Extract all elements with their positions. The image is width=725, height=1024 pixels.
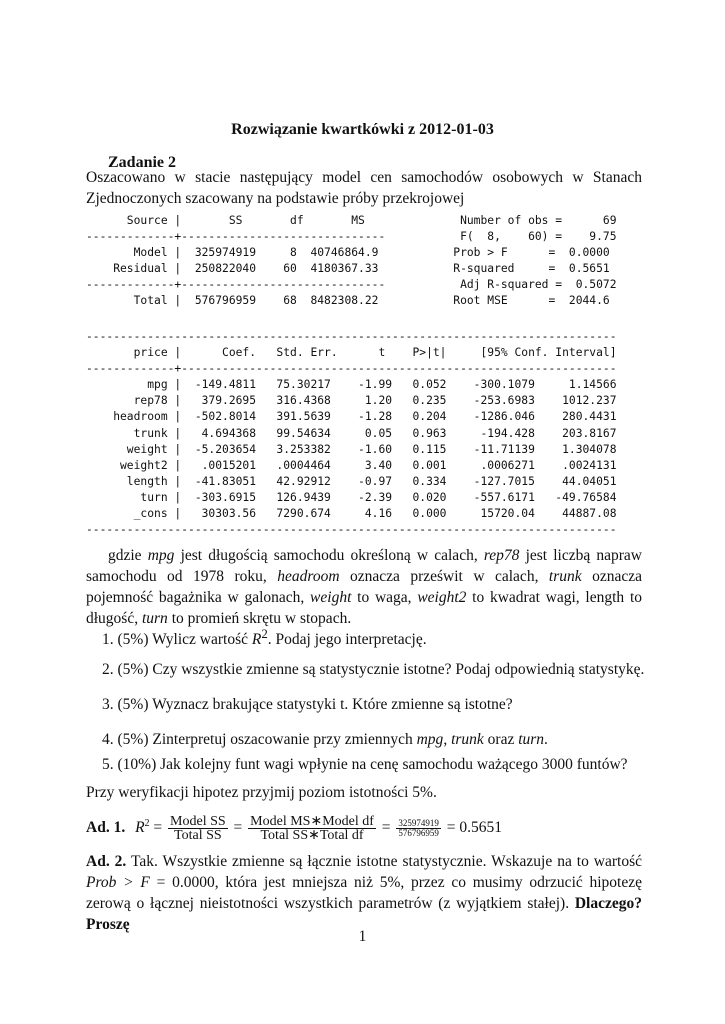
page-number: 1 xyxy=(358,928,367,945)
anova-table: Source | SS df MS Number of obs = 69 -------------+------------------------------ F( 8, 60) = 9.75 Model | 325974919 8 40746864.9 Prob > F = 0.0000 Residual | 250822040 60 4180367.33 R-squared = 0.5651 -------------+------------------------------ Adj R-squared = 0.5072 Total | 576796959 68 8482308.22 Root MSE = 2044.6 xyxy=(86,214,617,308)
answer-2: Ad. 2. Tak. Wszystkie zmienne są łącznie istotne statystycznie. Wskazuje na to wartość Prob > F = 0.0000, która jest mniejsza niż 5%, przez co musimy odrzucić hipotezę zerową o łącznej nieistotności wszystkich parametrów (z wyjątkiem stałej). Dlaczego? Proszę xyxy=(86,853,642,933)
question-item: 2. (5%) Czy wszystkie zmienne są statystycznie istotne? Podaj odpowiednią statystykę. xyxy=(102,661,645,678)
section-heading: Zadanie 2 xyxy=(108,154,177,171)
fraction: $\frac{\text{Model SS}}{\text{Total SS}}$ xyxy=(170,814,226,844)
significance-note: Przy weryfikacji hipotez przyjmij poziom istotności 5%. xyxy=(86,784,437,801)
coefficient-table: ------------------------------------------------------------------------------ price | Coef. Std. Err. t P>|t| [95% Conf. Interval] -------------+---------------------------------------------------------------- mpg | -149.4811 75.30217 -1.99 0.052 -300.1079 1.14566 rep78 | 379.2695 316.4368 1.20 0.235 -253.6983 1012.237 headroom | -502.8014 391.5639 -1.28 0.204 -1286.046 280.4431 trunk | 4.694368 99.54634 0.05 0.963 -194.428 203.8167 weight | -5.203654 3.253382 -1.60 0.115 -11.71139 1.304078 weight2 | .0015201 .0004464 3.40 0.001 .0006271 .0024131 length | -41.83051 42.92912 -0.97 0.334 -127.7015 44.04051 turn | -303.6915 126.9439 -2.39 0.020 -557.6171 -49.76584 _cons | 30303.56 7290.674 4.16 0.000 15720.04 44887.08 ------------------------------------------------------------------------------ xyxy=(86,330,617,537)
intro-paragraph: Oszacowano w stacie następujący model cen samochodów osobowych w Stanach Zjednoczonych szacowany na podstawie próby przekrojowej xyxy=(86,169,642,207)
question-item: 4. (5%) Zinterpretuj oszacowanie przy zmiennych mpg, trunk oraz turn. xyxy=(102,731,548,748)
answer-1: Ad. 1. $R^2$ = $\frac{\text{Model SS}}{\text{Total SS}}$ = $\frac{\text{Model MS∗Model df}}{\text{Total SS∗Total df}}$ = $\frac{325974919}{576796959}$ = 0.5651 xyxy=(86,814,503,844)
fraction: $\frac{\text{Model MS∗Model df}}{\text{Total SS∗Total df}}$ xyxy=(250,814,374,844)
page-title: Rozwiązanie kwartkówki z 2012-01-03 xyxy=(231,121,494,138)
question-item: 1. (5%) Wylicz wartość $R^2$. Podaj jego interpretację. xyxy=(102,626,427,649)
variable-description: gdzie mpg jest długością samochodu określoną w calach, rep78 jest liczbą napraw samochodu od 1978 roku, headroom oznacza prześwit w calach, trunk oznacza pojemność bagażnika w galonach, weight to waga, weight2 to kwadrat wagi, length to długość, turn to promień skrętu w stopach. xyxy=(86,547,642,627)
fraction: $\frac{325974919}{576796959}$ xyxy=(398,818,439,839)
question-item: 3. (5%) Wyznacz brakujące statystyki t. Które zmienne są istotne? xyxy=(102,696,513,713)
question-item: 5. (10%) Jak kolejny funt wagi wpłynie na cenę samochodu ważącego 3000 funtów? xyxy=(102,756,628,773)
